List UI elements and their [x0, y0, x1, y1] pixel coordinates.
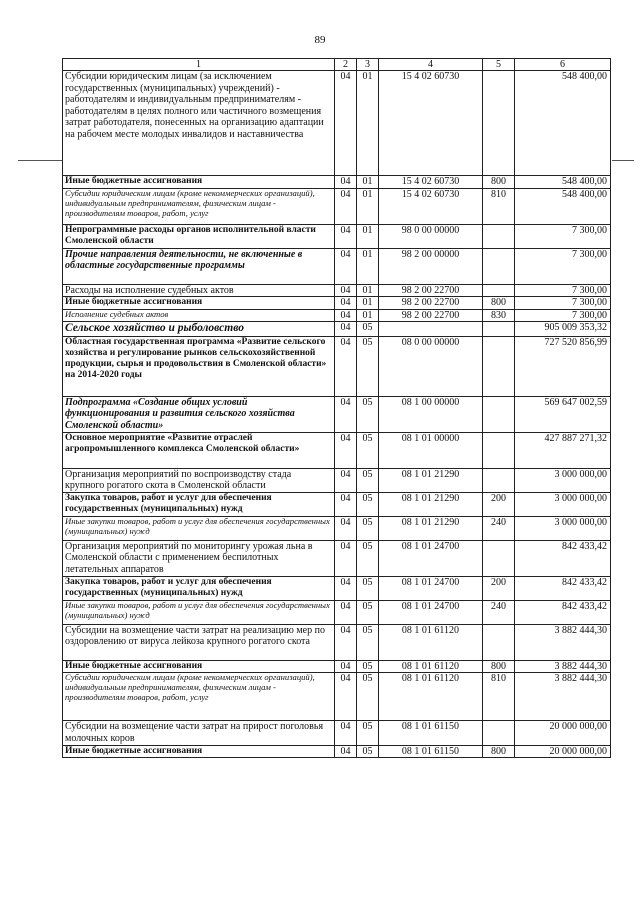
col-header-podrazdel: 3	[357, 59, 379, 71]
cell-sum: 842 433,42	[515, 540, 611, 576]
cell-vr	[483, 624, 515, 660]
cell-podrazdel: 05	[357, 468, 379, 492]
table-row	[63, 284, 611, 297]
cell-vr	[483, 224, 515, 248]
cell-vr: 800	[483, 745, 515, 758]
table-row	[63, 224, 611, 248]
cell-name: Субсидии юридическим лицам (кроме некоммерческих организаций), индивидуальным предпринимателям, физическим лицам - производителям товаров, работ, услуг	[63, 673, 335, 721]
cell-vr	[483, 71, 515, 176]
cell-name: Основное мероприятие «Развитие отраслей агропромышленного комплекса Смоленской области»	[63, 432, 335, 468]
cell-podrazdel: 05	[357, 721, 379, 745]
cell-name: Иные бюджетные ассигнования	[63, 176, 335, 189]
table-row	[63, 71, 611, 176]
cell-sum: 3 000 000,00	[515, 516, 611, 540]
cell-podrazdel: 05	[357, 600, 379, 624]
cell-name: Закупка товаров, работ и услуг для обеспечения государственных (муниципальных) нужд	[63, 576, 335, 600]
cell-vr	[483, 248, 515, 284]
table-row	[63, 673, 611, 721]
cell-vr	[483, 468, 515, 492]
cell-razdel: 04	[335, 188, 357, 224]
cell-sum: 569 647 002,59	[515, 396, 611, 432]
cell-vr: 830	[483, 309, 515, 322]
cell-razdel: 04	[335, 576, 357, 600]
cell-razdel: 04	[335, 492, 357, 516]
cell-razdel: 04	[335, 248, 357, 284]
table-row	[63, 492, 611, 516]
cell-sum: 7 300,00	[515, 309, 611, 322]
cell-podrazdel: 01	[357, 284, 379, 297]
table-row	[63, 297, 611, 310]
cell-csr: 08 1 01 21290	[379, 492, 483, 516]
cell-podrazdel: 05	[357, 396, 379, 432]
table-row	[63, 660, 611, 673]
cell-sum: 548 400,00	[515, 176, 611, 189]
cell-vr: 200	[483, 492, 515, 516]
cell-csr: 08 0 00 00000	[379, 336, 483, 396]
cell-name: Иные бюджетные ассигнования	[63, 297, 335, 310]
cell-podrazdel: 05	[357, 745, 379, 758]
cell-vr: 810	[483, 673, 515, 721]
cell-name: Непрограммные расходы органов исполнительной власти Смоленской области	[63, 224, 335, 248]
cell-sum: 20 000 000,00	[515, 721, 611, 745]
cell-vr	[483, 336, 515, 396]
cell-razdel: 04	[335, 516, 357, 540]
cell-podrazdel: 05	[357, 540, 379, 576]
cell-razdel: 04	[335, 322, 357, 336]
cell-vr: 240	[483, 600, 515, 624]
cell-razdel: 04	[335, 624, 357, 660]
cell-vr: 240	[483, 516, 515, 540]
cell-csr: 08 1 01 61150	[379, 721, 483, 745]
cell-name: Закупка товаров, работ и услуг для обеспечения государственных (муниципальных) нужд	[63, 492, 335, 516]
cell-podrazdel: 01	[357, 248, 379, 284]
cell-vr: 800	[483, 176, 515, 189]
cell-name: Иные закупки товаров, работ и услуг для обеспечения государственных (муниципальных) нужд	[63, 516, 335, 540]
cell-sum: 3 000 000,00	[515, 492, 611, 516]
cell-csr: 08 1 01 24700	[379, 600, 483, 624]
cell-csr: 08 1 01 24700	[379, 576, 483, 600]
cell-podrazdel: 01	[357, 188, 379, 224]
col-header-vr: 5	[483, 59, 515, 71]
cell-podrazdel: 01	[357, 176, 379, 189]
cell-sum: 548 400,00	[515, 71, 611, 176]
cell-csr: 08 1 01 61120	[379, 660, 483, 673]
cell-sum: 548 400,00	[515, 188, 611, 224]
cell-csr: 08 1 01 00000	[379, 432, 483, 468]
cell-sum: 7 300,00	[515, 248, 611, 284]
cell-sum: 3 000 000,00	[515, 468, 611, 492]
cell-razdel: 04	[335, 468, 357, 492]
header-row	[63, 59, 611, 71]
cell-sum: 842 433,42	[515, 576, 611, 600]
cell-sum: 905 009 353,32	[515, 322, 611, 336]
cell-podrazdel: 05	[357, 492, 379, 516]
cell-name: Субсидии на возмещение части затрат на реализацию мер по оздоровлению от вируса лейкоза крупного рогатого скота	[63, 624, 335, 660]
table-row	[63, 745, 611, 758]
table-row	[63, 432, 611, 468]
cell-csr: 08 1 01 21290	[379, 516, 483, 540]
cell-csr: 98 2 00 22700	[379, 297, 483, 310]
cell-razdel: 04	[335, 309, 357, 322]
cell-podrazdel: 05	[357, 660, 379, 673]
table-row	[63, 721, 611, 745]
margin-mark-left	[18, 160, 62, 161]
cell-podrazdel: 01	[357, 224, 379, 248]
cell-razdel: 04	[335, 176, 357, 189]
cell-razdel: 04	[335, 224, 357, 248]
cell-csr: 08 1 01 61120	[379, 673, 483, 721]
table-row	[63, 336, 611, 396]
cell-vr: 810	[483, 188, 515, 224]
cell-name: Иные бюджетные ассигнования	[63, 660, 335, 673]
cell-razdel: 04	[335, 284, 357, 297]
table-row	[63, 576, 611, 600]
table-body	[63, 71, 611, 758]
cell-podrazdel: 05	[357, 322, 379, 336]
cell-sum: 7 300,00	[515, 284, 611, 297]
page-number: 89	[314, 34, 326, 46]
cell-razdel: 04	[335, 432, 357, 468]
cell-name: Иные бюджетные ассигнования	[63, 745, 335, 758]
cell-csr	[379, 322, 483, 336]
cell-podrazdel: 01	[357, 297, 379, 310]
cell-csr: 08 1 01 24700	[379, 540, 483, 576]
cell-vr	[483, 322, 515, 336]
table-row	[63, 624, 611, 660]
cell-csr: 08 1 01 21290	[379, 468, 483, 492]
cell-sum: 3 882 444,30	[515, 624, 611, 660]
cell-name: Сельское хозяйство и рыболовство	[63, 322, 335, 336]
cell-vr: 800	[483, 297, 515, 310]
cell-csr: 08 1 01 61150	[379, 745, 483, 758]
cell-name: Областная государственная программа «Развитие сельского хозяйства и регулирование рынков сельскохозяйственной продукции, сырья и продовольствия в Смоленской области» на 2014-2020 годы	[63, 336, 335, 396]
cell-csr: 98 0 00 00000	[379, 224, 483, 248]
cell-sum: 7 300,00	[515, 297, 611, 310]
cell-sum: 842 433,42	[515, 600, 611, 624]
col-header-csr: 4	[379, 59, 483, 71]
cell-csr: 98 2 00 22700	[379, 284, 483, 297]
cell-csr: 08 1 00 00000	[379, 396, 483, 432]
cell-sum: 3 882 444,30	[515, 660, 611, 673]
cell-podrazdel: 01	[357, 309, 379, 322]
cell-name: Расходы на исполнение судебных актов	[63, 284, 335, 297]
col-header-name: 1	[63, 59, 335, 71]
cell-name: Субсидии юридическим лицам (за исключением государственных (муниципальных) учреждений) - работодателям и индивидуальным предпринимателям - работодателям в целях полного или частичного возмещения затрат работодателя, понесенных на организацию адаптации на рабочем месте молодых инвалидов и наставничества	[63, 71, 335, 176]
table-row	[63, 176, 611, 189]
cell-name: Субсидии юридическим лицам (кроме некоммерческих организаций), индивидуальным предпринимателям, физическим лицам - производителям товаров, работ, услуг	[63, 188, 335, 224]
cell-sum: 727 520 856,99	[515, 336, 611, 396]
table-row	[63, 188, 611, 224]
cell-razdel: 04	[335, 673, 357, 721]
col-header-razdel: 2	[335, 59, 357, 71]
cell-vr	[483, 721, 515, 745]
table-row	[63, 309, 611, 322]
cell-name: Иные закупки товаров, работ и услуг для обеспечения государственных (муниципальных) нужд	[63, 600, 335, 624]
cell-csr: 98 2 00 22700	[379, 309, 483, 322]
cell-razdel: 04	[335, 396, 357, 432]
cell-vr	[483, 540, 515, 576]
table-row	[63, 516, 611, 540]
cell-podrazdel: 05	[357, 432, 379, 468]
cell-podrazdel: 05	[357, 624, 379, 660]
col-header-sum: 6	[515, 59, 611, 71]
cell-razdel: 04	[335, 745, 357, 758]
cell-csr: 98 2 00 00000	[379, 248, 483, 284]
cell-sum: 427 887 271,32	[515, 432, 611, 468]
cell-vr	[483, 432, 515, 468]
cell-podrazdel: 05	[357, 576, 379, 600]
cell-sum: 3 882 444,30	[515, 673, 611, 721]
cell-csr: 15 4 02 60730	[379, 176, 483, 189]
cell-name: Подпрограмма «Создание общих условий функционирования и развития сельского хозяйства Смоленской области»	[63, 396, 335, 432]
budget-table	[62, 58, 611, 758]
cell-csr: 08 1 01 61120	[379, 624, 483, 660]
cell-name: Исполнение судебных актов	[63, 309, 335, 322]
cell-sum: 7 300,00	[515, 224, 611, 248]
cell-name: Организация мероприятий по воспроизводству стада крупного рогатого скота в Смоленской области	[63, 468, 335, 492]
cell-razdel: 04	[335, 71, 357, 176]
cell-razdel: 04	[335, 660, 357, 673]
cell-csr: 15 4 02 60730	[379, 188, 483, 224]
cell-name: Организация мероприятий по мониторингу урожая льна в Смоленской области с применением беспилотных летательных аппаратов	[63, 540, 335, 576]
cell-vr	[483, 396, 515, 432]
cell-sum: 20 000 000,00	[515, 745, 611, 758]
table-row	[63, 396, 611, 432]
table-row	[63, 468, 611, 492]
cell-podrazdel: 05	[357, 516, 379, 540]
table-row	[63, 248, 611, 284]
cell-podrazdel: 01	[357, 71, 379, 176]
table-row	[63, 600, 611, 624]
cell-razdel: 04	[335, 600, 357, 624]
cell-name: Субсидии на возмещение части затрат на прирост поголовья молочных коров	[63, 721, 335, 745]
cell-razdel: 04	[335, 721, 357, 745]
table-row	[63, 322, 611, 336]
cell-podrazdel: 05	[357, 336, 379, 396]
cell-vr: 200	[483, 576, 515, 600]
cell-razdel: 04	[335, 336, 357, 396]
cell-podrazdel: 05	[357, 673, 379, 721]
cell-razdel: 04	[335, 540, 357, 576]
table-row	[63, 540, 611, 576]
cell-razdel: 04	[335, 297, 357, 310]
margin-mark-right	[612, 160, 634, 161]
cell-vr: 800	[483, 660, 515, 673]
cell-csr: 15 4 02 60730	[379, 71, 483, 176]
cell-name: Прочие направления деятельности, не включенные в областные государственные программы	[63, 248, 335, 284]
cell-vr	[483, 284, 515, 297]
